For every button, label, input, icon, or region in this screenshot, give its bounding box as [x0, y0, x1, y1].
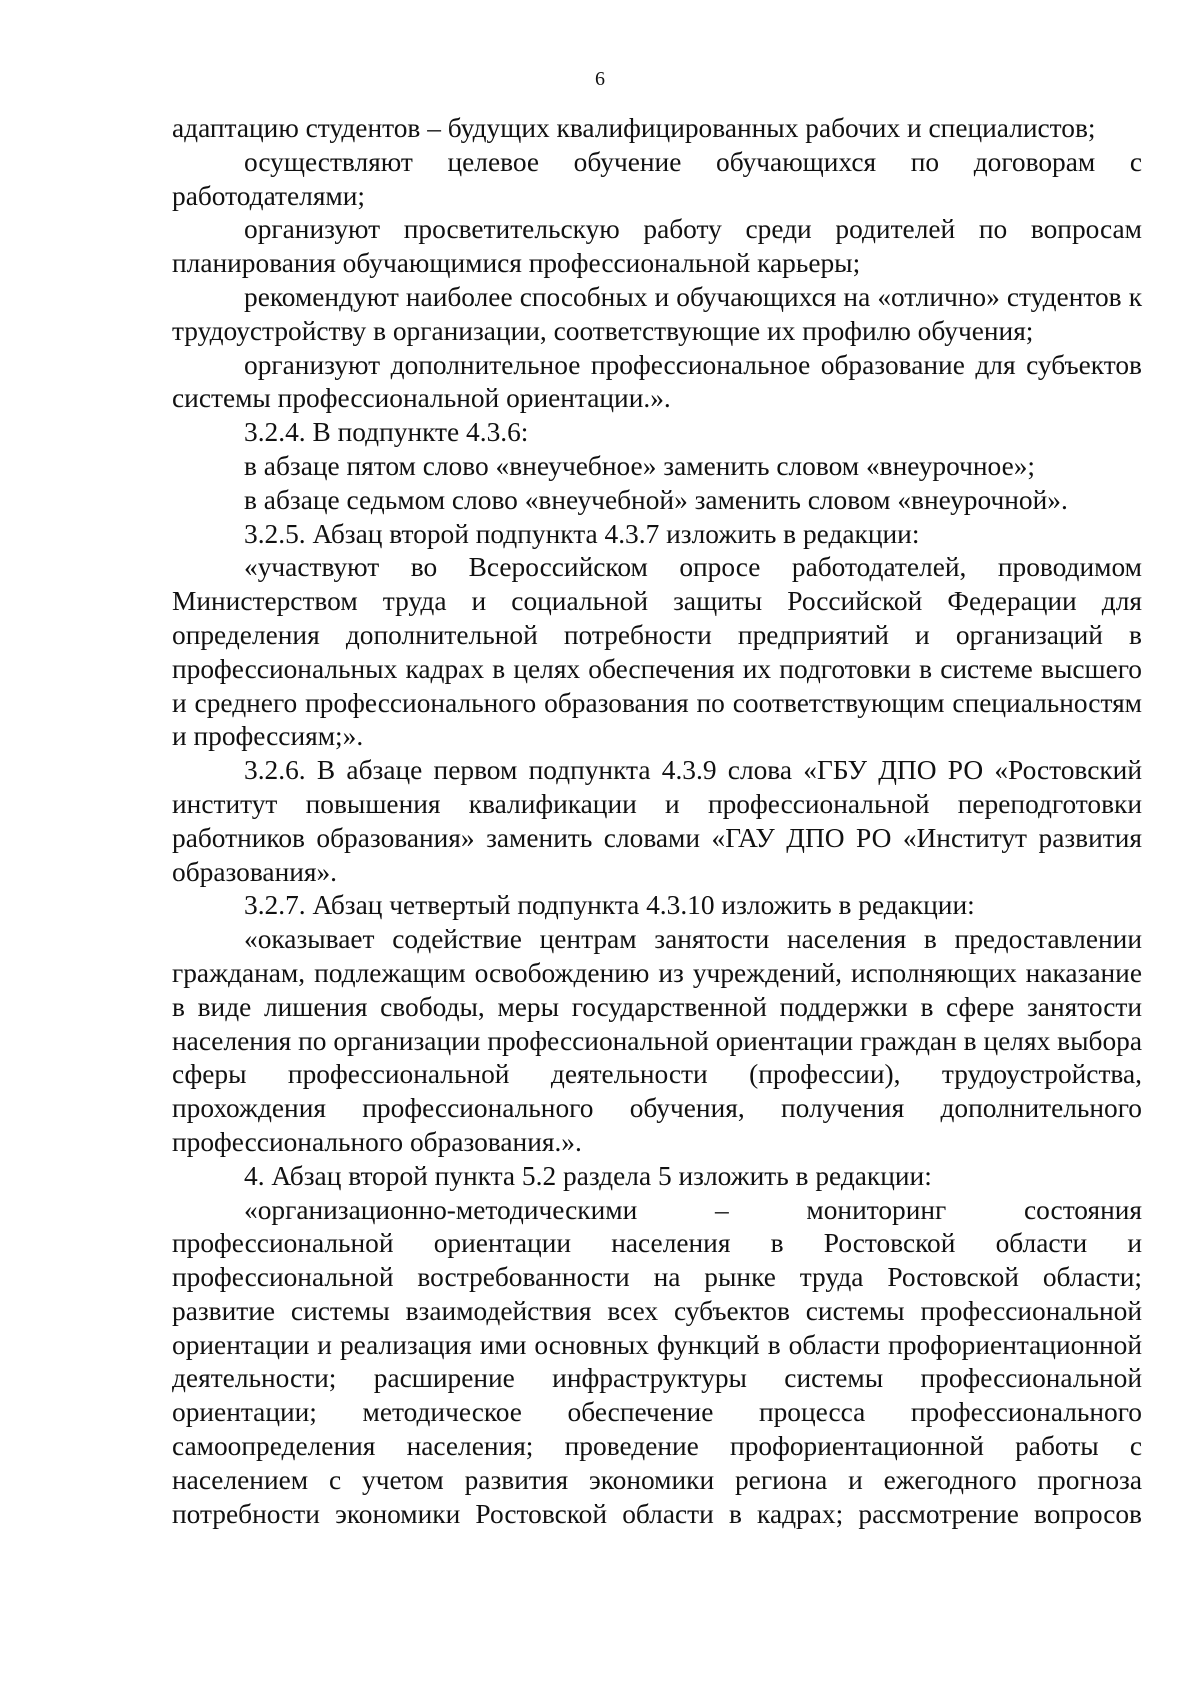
- paragraph: в абзаце пятом слово «внеучебное» заменить словом «внеурочное»;: [244, 450, 1036, 481]
- paragraph: рекомендуют наиболее способных и обучающихся на «отлично» студентов к трудоустройству в организации, соответствующие их профилю обучения;: [172, 281, 1142, 346]
- paragraph: 4. Абзац второй пункта 5.2 раздела 5 изложить в редакции:: [244, 1160, 932, 1191]
- paragraph: «участвуют во Всероссийском опросе работодателей, проводимом Министерством труда и социальной защиты Российской Федерации для определения дополнительной потребности предприятий и организаций в профессиональных кадрах в целях обеспечения их подготовки в системе высшего и среднего профессионального образования по соответствующим специальностям и профессиям;».: [172, 552, 1142, 752]
- paragraph: 3.2.4. В подпункте 4.3.6:: [244, 417, 529, 448]
- paragraph: «оказывает содействие центрам занятости населения в предоставлении гражданам, подлежащим освобождению из учреждений, исполняющих наказание в виде лишения свободы, меры государственной поддержки в сфере занятости населения по организации профессиональной ориентации граждан в целях выбора сферы профессиональной деятельности (профессии), трудоустройства, прохождения профессионального обучения, получения дополнительного профессионального образования.».: [172, 924, 1142, 1157]
- paragraph: адаптацию студентов – будущих квалифицированных рабочих и специалистов;: [172, 113, 1096, 143]
- paragraph: 3.2.5. Абзац второй подпункта 4.3.7 изложить в редакции:: [244, 518, 920, 549]
- paragraph: осуществляют целевое обучение обучающихся по договорам с работодателями;: [172, 146, 1142, 211]
- paragraph: 3.2.6. В абзаце первом подпункта 4.3.9 слова «ГБУ ДПО РО «Ростовский институт повышения квалификации и профессиональной переподготовки работников образования» заменить словами «ГАУ ДПО РО «Институт развития образования».: [172, 755, 1142, 887]
- paragraph: организуют просветительскую работу среди родителей по вопросам планирования обучающимися профессиональной карьеры;: [172, 214, 1142, 279]
- document-body: [172, 112, 1142, 1531]
- paragraph: организуют дополнительное профессиональное образование для субъектов системы профессиональной ориентации.».: [172, 349, 1142, 414]
- paragraph: «организационно-методическими – мониторинг состояния профессиональной ориентации населения в Ростовской области и профессиональной востребованности на рынке труда Ростовской области; развитие системы взаимодействия всех субъектов системы профессиональной ориентации и реализация ими основных функций в области профориентационной деятельности; расширение инфраструктуры системы профессиональной ориентации; методическое обеспечение процесса профессионального самоопределения населения; проведение профориентационной работы с населением с учетом развития экономики региона и ежегодного прогноза потребности экономики Ростовской области в кадрах; рассмотрение вопросов: [172, 1194, 1142, 1529]
- paragraph: 3.2.7. Абзац четвертый подпункта 4.3.10 изложить в редакции:: [244, 890, 975, 921]
- page-number: 6: [595, 68, 605, 90]
- paragraph: в абзаце седьмом слово «внеучебной» заменить словом «внеурочной».: [244, 484, 1068, 515]
